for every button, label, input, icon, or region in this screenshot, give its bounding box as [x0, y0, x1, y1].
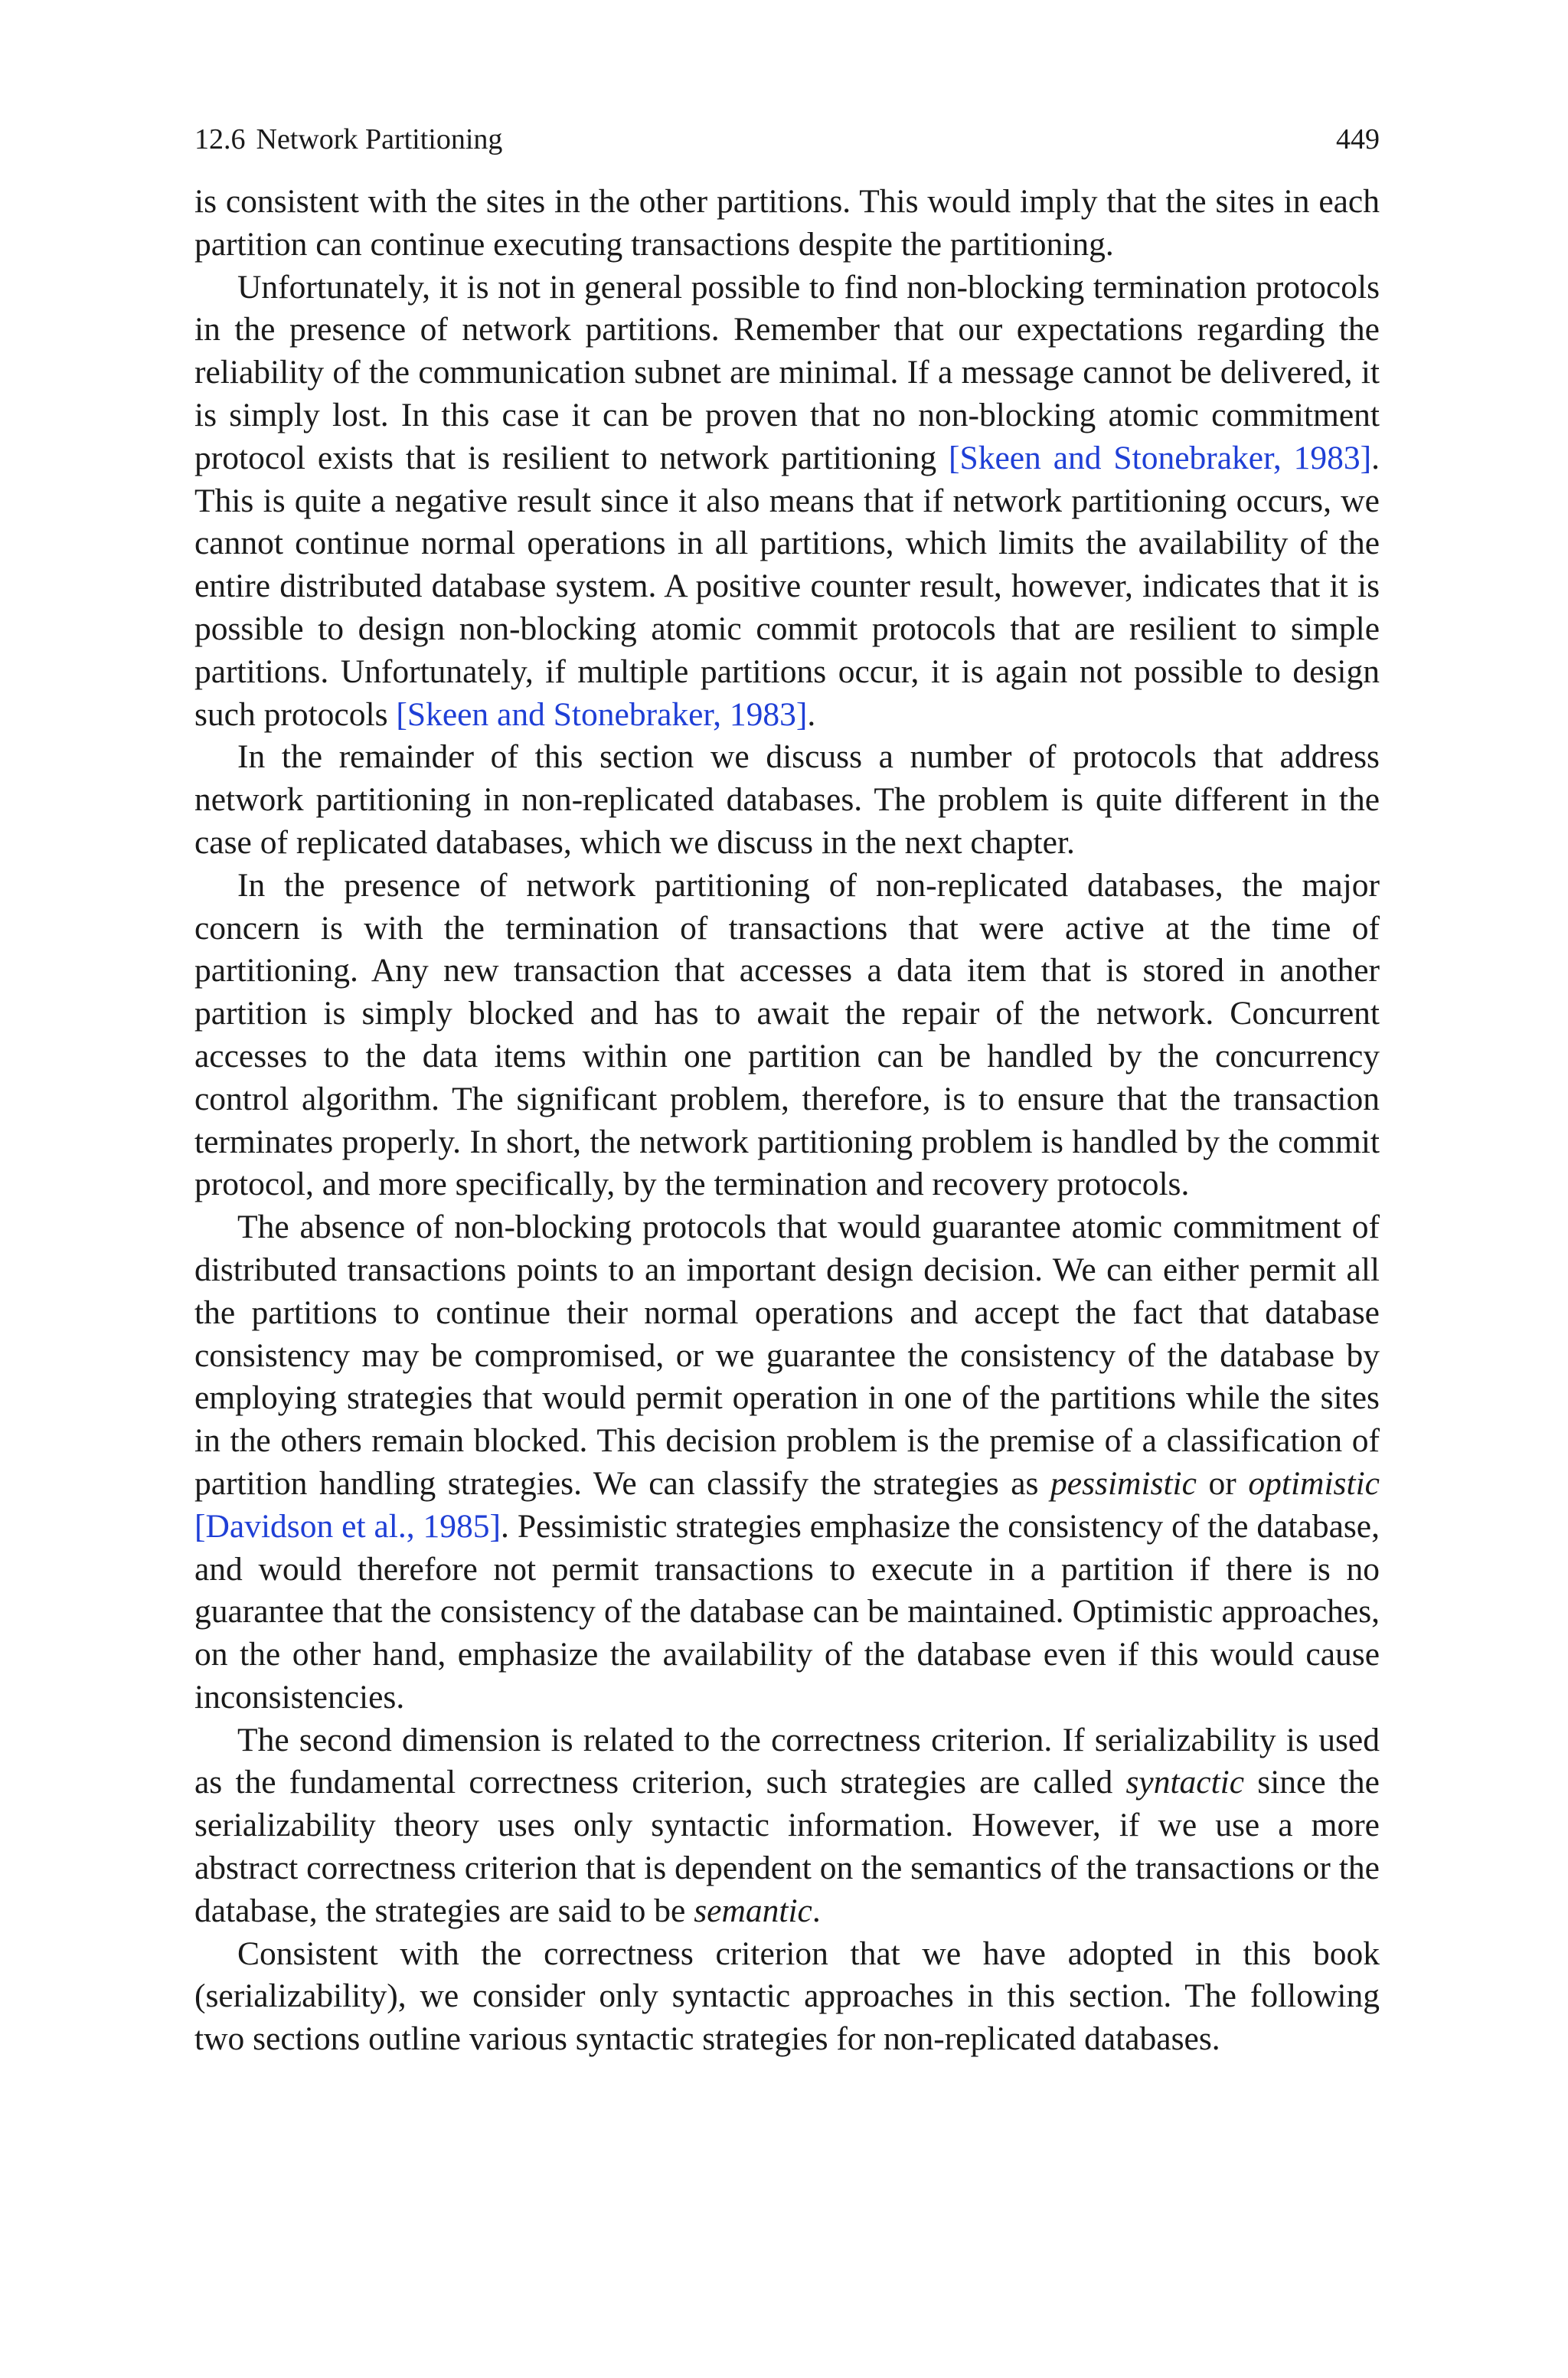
paragraph-5-text-a: The absence of non-blocking protocols that would guarantee atomic commitment of distributed transactions points to an important design decision. We can either permit all the partitions to continue their normal operations and accept the fact that database consistency may be compromised, or we guarantee the consistency of the database by employing strategies that would permit operation in one of the partitions while the sites in the others remain blocked. This decision problem is the premise of a classification of partition handling strategies. We can classify the strategies as — [194, 1209, 1380, 1502]
page — [194, 123, 1380, 2061]
paragraph-3: In the remainder of this section we discuss a number of protocols that address network partitioning in non-replicated databases. The problem is quite different in the case of replicated databases, which we discuss in the next chapter. — [194, 738, 1380, 861]
paragraph-2-text-b: . This is quite a negative result since it also means that if network partitioning occurs, we cannot continue normal operations in all partitions, which limits the availability of the entire distributed database system. A positive counter result, however, indicates that it is possible to design non-blocking atomic commit protocols that are resilient to simple partitions. Unfortunately, if multiple partitions occur, it is again not possible to design such protocols — [194, 439, 1380, 733]
paragraph-7: Consistent with the correctness criterion that we have adopted in this book (serializability), we consider only syntactic approaches in this section. The following two sections outline various syntactic strategies for non-replicated databases. — [194, 1935, 1380, 2058]
paragraph-5-text-b: or — [1196, 1464, 1249, 1502]
paragraph-6-text-b: since the serializability theory uses only syntactic information. However, if we use a more abstract correctness criterion that is dependent on the semantics of the transactions or the database, the strategies are said to be — [194, 1764, 1380, 1929]
paragraph-2-text-c: . — [807, 695, 816, 733]
term-optimistic: optimistic — [1248, 1464, 1380, 1502]
term-syntactic: syntactic — [1125, 1764, 1245, 1801]
section-number: 12.6 — [194, 123, 246, 155]
citation-skeen-stonebraker-1983[interactable]: [Skeen and Stonebraker, 1983] — [949, 439, 1372, 476]
paragraph-4: In the presence of network partitioning of non-replicated databases, the major concern is with the termination of transactions that were active at the time of partitioning. Any new transaction that accesses a data item that is stored in another partition is simply blocked and has to await the repair of the network. Concurrent accesses to the data items within one partition can be handled by the concurrency control algorithm. The significant problem, therefore, is to ensure that the transaction terminates properly. In short, the network partitioning problem is handled by the commit protocol, and more specifically, by the termination and recovery protocols. — [194, 866, 1380, 1203]
paragraph-5-text-d: . Pessimistic strategies emphasize the consistency of the database, and would therefore not permit transactions to execute in a partition if there is no guarantee that the consistency of the database can be maintained. Optimistic approaches, on the other hand, emphasize the availability of the database even if this would cause inconsistencies. — [194, 1507, 1380, 1716]
paragraph-2 — [194, 267, 1380, 737]
paragraph-6 — [194, 1719, 1380, 1933]
paragraph-1: is consistent with the sites in the other partitions. This would imply that the sites in each partition can continue executing transactions despite the partitioning. — [194, 183, 1380, 263]
paragraph-5 — [194, 1206, 1380, 1719]
term-pessimistic: pessimistic — [1050, 1464, 1197, 1502]
running-header — [194, 123, 1380, 156]
citation-davidson-1985[interactable]: [Davidson et al., 1985] — [194, 1507, 501, 1545]
section-heading — [194, 123, 502, 156]
term-semantic: semantic — [694, 1892, 812, 1929]
paragraph-6-text-a: The second dimension is related to the correctness criterion. If serializability is used as the fundamental correctness criterion, such strategies are called — [194, 1721, 1380, 1801]
citation-skeen-stonebraker-1983-second[interactable]: [Skeen and Stonebraker, 1983] — [396, 695, 808, 733]
section-title: Network Partitioning — [256, 123, 503, 155]
paragraph-6-text-c: . — [812, 1892, 821, 1929]
body-text — [194, 181, 1380, 2061]
paragraph-2-text-a: Unfortunately, it is not in general possible to find non-blocking termination protocols in the presence of network partitions. Remember that our expectations regarding the reliability of the communication subnet are minimal. If a message cannot be delivered, it is simply lost. In this case it can be proven that no non-blocking atomic commitment protocol exists that is resilient to network partitioning — [194, 268, 1380, 476]
page-number: 449 — [1336, 123, 1380, 155]
